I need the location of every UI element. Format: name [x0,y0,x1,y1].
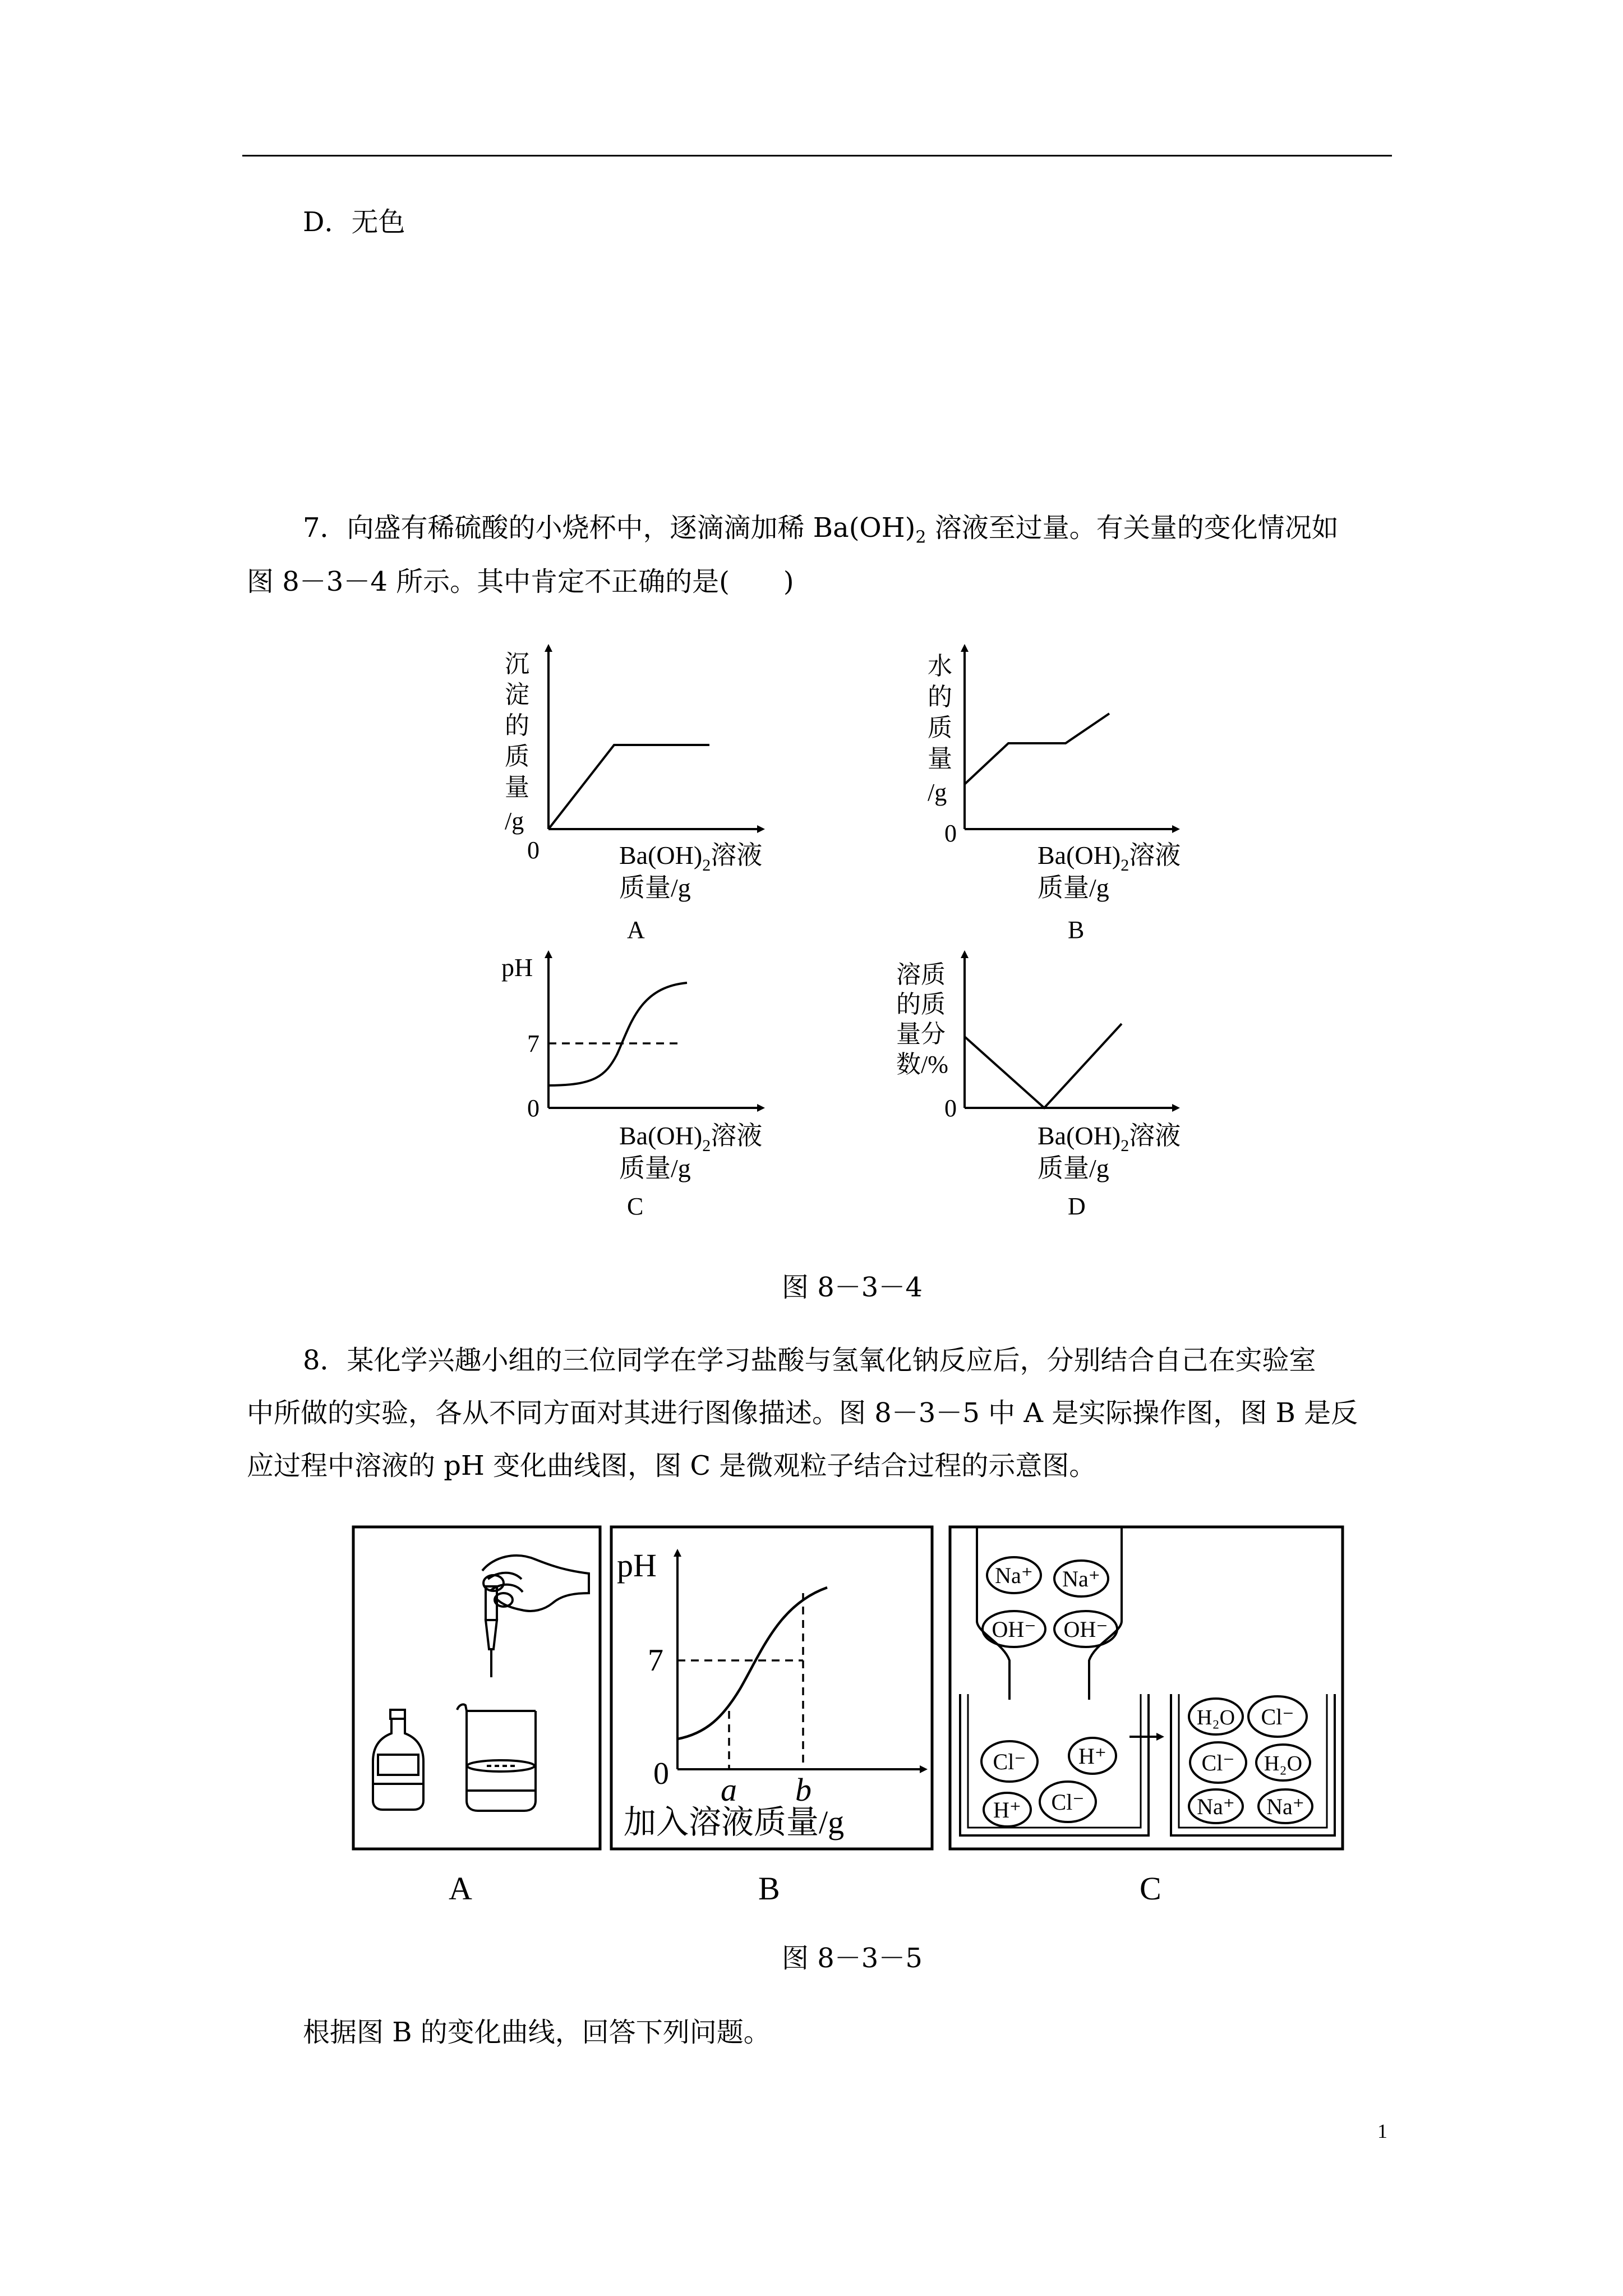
ion-oh-2-label: OH⁻ [1063,1617,1108,1642]
graph-b-ylabel-4: 量 [928,745,952,772]
graph-b-ylabel-1: 水 [928,652,952,680]
graph-b-origin: 0 [944,820,957,847]
graph-d-origin: 0 [944,1094,957,1122]
ion-h-2-label: H⁺ [993,1797,1021,1823]
panel-b [611,1527,932,1849]
panel-a-letter: A [449,1870,472,1907]
ion-cl-1-label: Cl⁻ [993,1749,1026,1774]
q7-caption: 图 8－3－4 [782,1272,923,1303]
graph-a-xlabel-2: 质量/g [619,873,691,902]
graph-c-ylabel: pH [501,953,533,982]
q8-line1: 8．某化学兴趣小组的三位同学在学习盐酸与氢氧化钠反应后，分别结合自己在实验室 [303,1345,1316,1376]
graph-b-xlabel-1: $Ba(OH)_2$溶液 [1038,841,1181,875]
q7-line2: 图 8－3－4 所示。其中肯定不正确的是( ) [247,566,794,597]
molecule-h2o-2-label: H₂O [1264,1752,1303,1775]
panel-c [950,1527,1343,1849]
graph-d-ylabel-3: 量分 [896,1020,946,1048]
panel-b-ylabel: pH [617,1547,657,1584]
graph-d-ylabel-1: 溶质 [896,961,946,988]
graph-a-origin: 0 [527,836,540,864]
graph-c-tick-7: 7 [527,1030,540,1057]
graph-c-origin: 0 [527,1094,540,1122]
graph-d-xlabel-1: $Ba(OH)_2$溶液 [1038,1121,1181,1155]
panel-b-xlabel: 加入溶液质量/g [624,1804,845,1841]
panel-a-frame [353,1527,600,1849]
molecule-h2o-1-label: H₂O [1196,1706,1235,1729]
panel-a [353,1527,600,1849]
graph-c-xlabel-2: 质量/g [619,1154,691,1182]
q8-caption: 图 8－3－5 [782,1943,923,1974]
graph-a-ylabel-6: /g [505,807,524,835]
ion-oh-1-label: OH⁻ [992,1617,1036,1642]
graph-b-ylabel-3: 质 [928,714,952,742]
ion-h-1-label: H⁺ [1078,1743,1106,1769]
graph-b-ylabel-2: 的 [928,683,952,711]
option-d: D．无色 [303,206,405,238]
graph-d-xlabel-2: 质量/g [1038,1154,1109,1182]
panel-b-point-a: a [721,1772,737,1808]
graph-b-ylabel-5: /g [928,779,947,806]
ion-na-3-label: Na⁺ [1197,1794,1235,1819]
graph-d-ylabel-2: 的质 [896,991,946,1018]
graph-a-ylabel-5: 量 [505,774,529,801]
panel-b-point-b: b [795,1772,811,1808]
q7-line1-a: 7．向盛有稀硫酸的小烧杯中，逐滴滴加稀 Ba(OH) [303,512,916,544]
graph-a-letter: A [627,916,645,944]
graph-a-ylabel-1: 沉 [505,650,529,678]
panel-b-letter: B [758,1870,780,1907]
ion-na-1-label: Na⁺ [995,1563,1033,1588]
graph-a-ylabel-3: 的 [505,712,529,739]
graph-a-ylabel-2: 淀 [505,681,529,708]
q8-line2: 中所做的实验，各从不同方面对其进行图像描述。图 8－3－5 中 A 是实际操作图，图 B 是反 [247,1397,1358,1429]
graph-a-ylabel-4: 质 [505,743,529,770]
panel-b-tick-7: 7 [648,1643,663,1678]
graph-a-xlabel-1: $Ba(OH)_2$溶液 [619,841,763,875]
graph-b-letter: B [1068,916,1085,944]
panel-b-frame [611,1527,932,1849]
page-number: 1 [1377,2120,1387,2142]
ion-na-4-label: Na⁺ [1266,1794,1304,1819]
ion-cl-2-label: Cl⁻ [1051,1789,1085,1815]
graph-d-letter: D [1068,1193,1086,1220]
q7-line1-sub: 2 [915,527,926,547]
panel-b-origin: 0 [653,1756,669,1791]
panel-c-letter: C [1140,1870,1161,1907]
graph-d-ylabel-4: 数/% [896,1051,948,1078]
closing-text: 根据图 B 的变化曲线，回答下列问题。 [303,2017,771,2048]
q8-line3: 应过程中溶液的 pH 变化曲线图，图 C 是微观粒子结合过程的示意图。 [247,1450,1096,1481]
ion-na-2-label: Na⁺ [1062,1566,1100,1591]
graph-c-xlabel-1: $Ba(OH)_2$溶液 [619,1121,763,1155]
ion-cl-3-label: Cl⁻ [1261,1704,1294,1729]
graph-c-letter: C [627,1193,644,1220]
ion-cl-4-label: Cl⁻ [1201,1750,1235,1775]
graph-b-xlabel-2: 质量/g [1038,873,1109,902]
q7-line1-b: 溶液至过量。有关量的变化情况如 [926,512,1339,544]
